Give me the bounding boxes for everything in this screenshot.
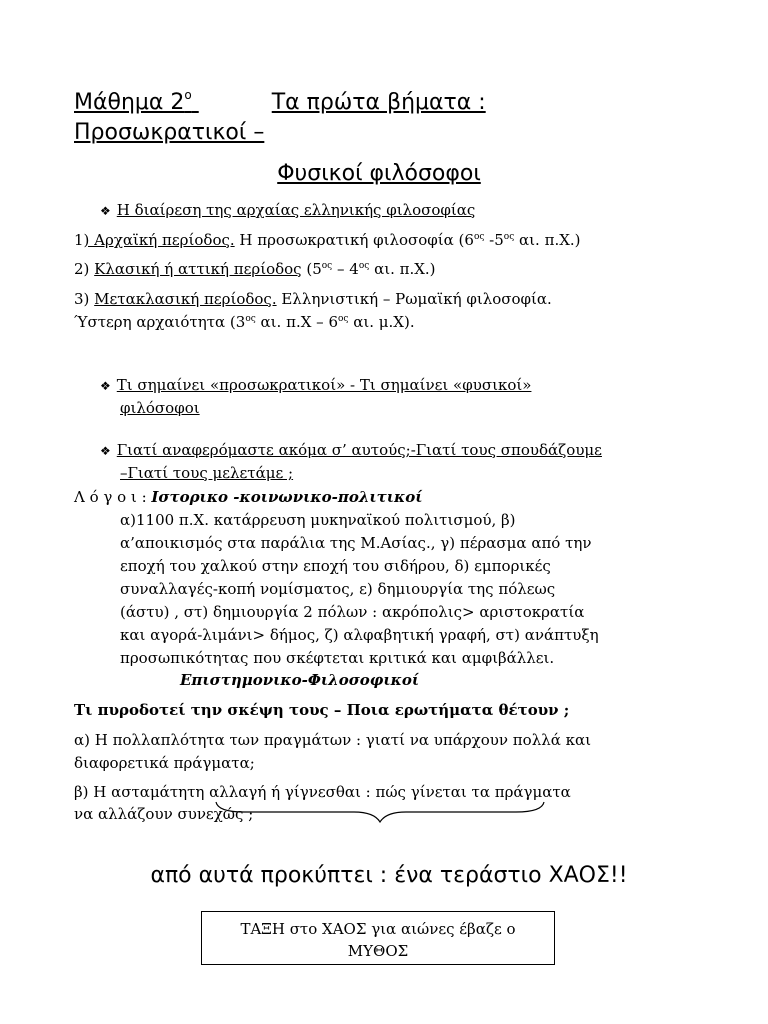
title-line2: Προσωκρατικοί –: [74, 120, 265, 145]
reasons-list: [120, 509, 599, 670]
reason-line: και αγορά-λιμάνι> δήμος, ζ) αλφαβητική γραφή, στ) ανάπτυξη: [120, 626, 599, 644]
diamond-bullet-icon: ❖: [100, 204, 111, 218]
myth-box-line1: ΤΑΞΗ στο ΧΑΟΣ για αιώνες έβαζε ο: [240, 920, 516, 938]
conclusion: από αυτά προκύπτει : ένα τεράστιο ΧΑΟΣ!!: [150, 863, 628, 888]
reasons-heading: Λ ό γ ο ι : Ιστορικο -κοινωνικο-πολιτικοί: [74, 488, 423, 506]
title-gap: [192, 87, 272, 119]
section2-line1: ❖ Τι σημαίνει «προσωκρατικοί» - Τι σημαίνει «φυσικοί»: [100, 376, 532, 394]
title-part1: Τα πρώτα βήματα :: [271, 90, 486, 115]
reason-line: α’αποικισμός στα παράλια της Μ.Ασίας., γ) πέρασμα από την: [120, 534, 592, 552]
reason-line: συναλλαγές-κοπή νομίσματος, ε) δημιουργία της πόλεως: [120, 580, 556, 598]
lesson-heading: [74, 87, 486, 119]
period-2: 2) Κλασική ή αττική περίοδος ($5^{o\varsigma} - 4^{o\varsigma}$ αι. π.Χ.): [74, 260, 436, 278]
diamond-bullet-icon: ❖: [100, 379, 111, 393]
question-b-line1: β) Η ασταμάτητη αλλαγή ή γίγνεσθαι : πώς γίνεται τα πράγματα: [74, 783, 571, 801]
questions-heading: Τι πυροδοτεί την σκέψη τους – Ποια ερωτήματα θέτουν ;: [74, 701, 570, 719]
myth-box-line2: ΜΥΘΟΣ: [347, 942, 409, 960]
reason-line: προσωπικότητας που σκέφτεται κριτικά και αμφιβάλλει.: [120, 649, 555, 667]
reason-line: α)1100 π.Χ. κατάρρευση μυκηναϊκού πολιτισμού, β): [120, 511, 516, 529]
myth-box: [201, 911, 555, 965]
question-b-line2: να αλλάζουν συνεχώς ;: [74, 805, 254, 823]
period-3-line2: Ύστερη αρχαιότητα ($3^{o\varsigma}$ αι. $\pi.X - 6^{o\varsigma}$ αι. μ.Χ).: [74, 313, 415, 331]
reason-line: εποχή του χαλκού στην εποχή του σιδήρου, δ) εμπορικές: [120, 557, 551, 575]
section3-line1: ❖ Γιατί αναφερόμαστε ακόμα σ’ αυτούς;-Γιατί τους σπουδάζουμε: [100, 441, 602, 459]
section2-line2: φιλόσοφοι: [120, 399, 200, 417]
period-3: 3) Μετακλασική περίοδος. Ελληνιστική – Ρωμαϊκή φιλοσοφία.: [74, 290, 552, 308]
lesson-label: Μάθημα $2^o$: [74, 88, 192, 115]
curly-brace-icon: [214, 800, 546, 826]
reasons-heading2: Επιστημονικο-Φιλοσοφικοί: [180, 671, 420, 689]
question-a-line1: α) Η πολλαπλότητα των πραγμάτων : γιατί να υπάρχουν πολλά και: [74, 731, 591, 749]
period-1: 1) Αρχαϊκή περίοδος. Η προσωκρατική φιλοσοφία ($6^{o\varsigma}$ $-5^{o\varsigma}$ αι. π.Χ.): [74, 231, 581, 249]
page-title: Φυσικοί φιλόσοφοι: [277, 161, 481, 186]
section1-heading: ❖ Η διαίρεση της αρχαίας ελληνικής φιλοσοφίας: [100, 201, 476, 219]
question-a-line2: διαφορετικά πράγματα;: [74, 754, 255, 772]
section3-line2: –Γιατί τους μελετάμε ;: [120, 464, 294, 482]
reason-line: (άστυ) , στ) δημιουργία 2 πόλων : ακρόπολις> αριστοκρατία: [120, 603, 585, 621]
diamond-bullet-icon: ❖: [100, 444, 111, 458]
